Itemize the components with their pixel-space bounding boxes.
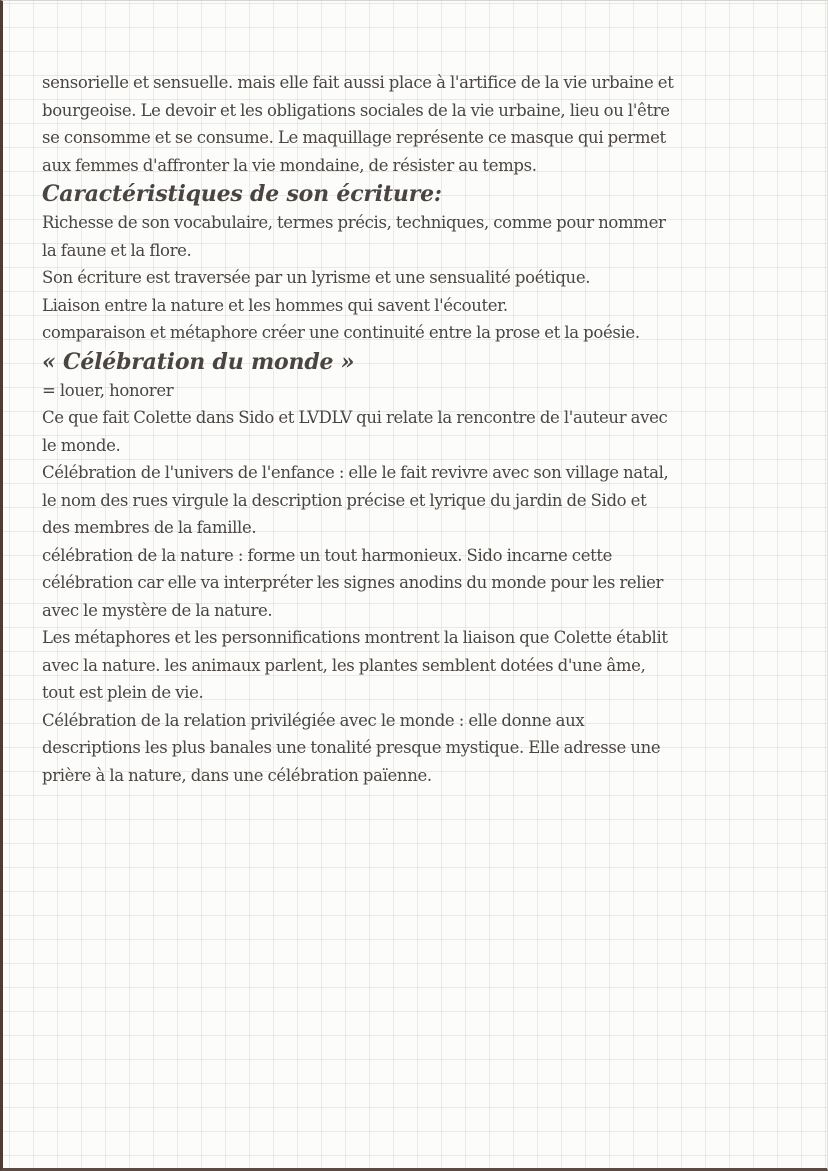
text-line: tout est plein de vie. (42, 683, 204, 702)
text-line: le nom des rues virgule la description précise et lyrique du jardin de Sido et (42, 490, 647, 510)
text-line: avec le mystère de la nature. (42, 600, 273, 620)
intro-paragraph (42, 69, 802, 179)
text-line: Liaison entre la nature et les hommes qui savent l'écouter. (42, 295, 508, 315)
caracteristiques-paragraph (42, 209, 802, 347)
text-line: la faune et la flore. (42, 240, 192, 260)
text-line: descriptions les plus banales une tonalité presque mystique. Elle adresse une (42, 738, 661, 757)
heading-celebration: « Célébration du monde » (42, 348, 355, 375)
text-line: Célébration de la relation privilégiée avec le monde : elle donne aux (42, 710, 585, 730)
text-line: sensorielle et sensuelle. mais elle fait aussi place à l'artifice de la vie urbaine et (42, 73, 674, 92)
text-line: se consomme et se consume. Le maquillage représente ce masque qui permet (42, 128, 666, 147)
text-line: Son écriture est traversée par un lyrisme et une sensualité poétique. (42, 268, 591, 287)
page-content (42, 69, 802, 789)
text-line: célébration car elle va interpréter les signes anodins du monde pour les relier (42, 573, 664, 592)
text-line: des membres de la famille. (42, 518, 257, 537)
text-line: aux femmes d'affronter la vie mondaine, de résister au temps. (42, 155, 537, 175)
text-line: Les métaphores et les personnifications montrent la liaison que Colette établit (42, 628, 668, 647)
text-line: avec la nature. les animaux parlent, les plantes semblent dotées d'une âme, (42, 655, 646, 675)
text-line: Célébration de l'univers de l'enfance : elle le fait revivre avec son village natal, (42, 463, 669, 482)
celebration-paragraph (42, 377, 802, 790)
text-line: Richesse de son vocabulaire, termes précis, techniques, comme pour nommer (42, 213, 666, 232)
text-line: prière à la nature, dans une célébration païenne. (42, 765, 432, 785)
text-line: célébration de la nature : forme un tout harmonieux. Sido incarne cette (42, 545, 613, 565)
text-line: le monde. (42, 435, 121, 455)
text-line: bourgeoise. Le devoir et les obligations sociales de la vie urbaine, lieu ou l'être (42, 100, 670, 120)
text-line: Ce que fait Colette dans Sido et LVDLV qui relate la rencontre de l'auteur avec (42, 408, 668, 427)
text-line: comparaison et métaphore créer une continuité entre la prose et la poésie. (42, 323, 640, 342)
heading-caracteristiques: Caractéristiques de son écriture: (42, 181, 442, 207)
text-line: = louer, honorer (42, 380, 174, 400)
